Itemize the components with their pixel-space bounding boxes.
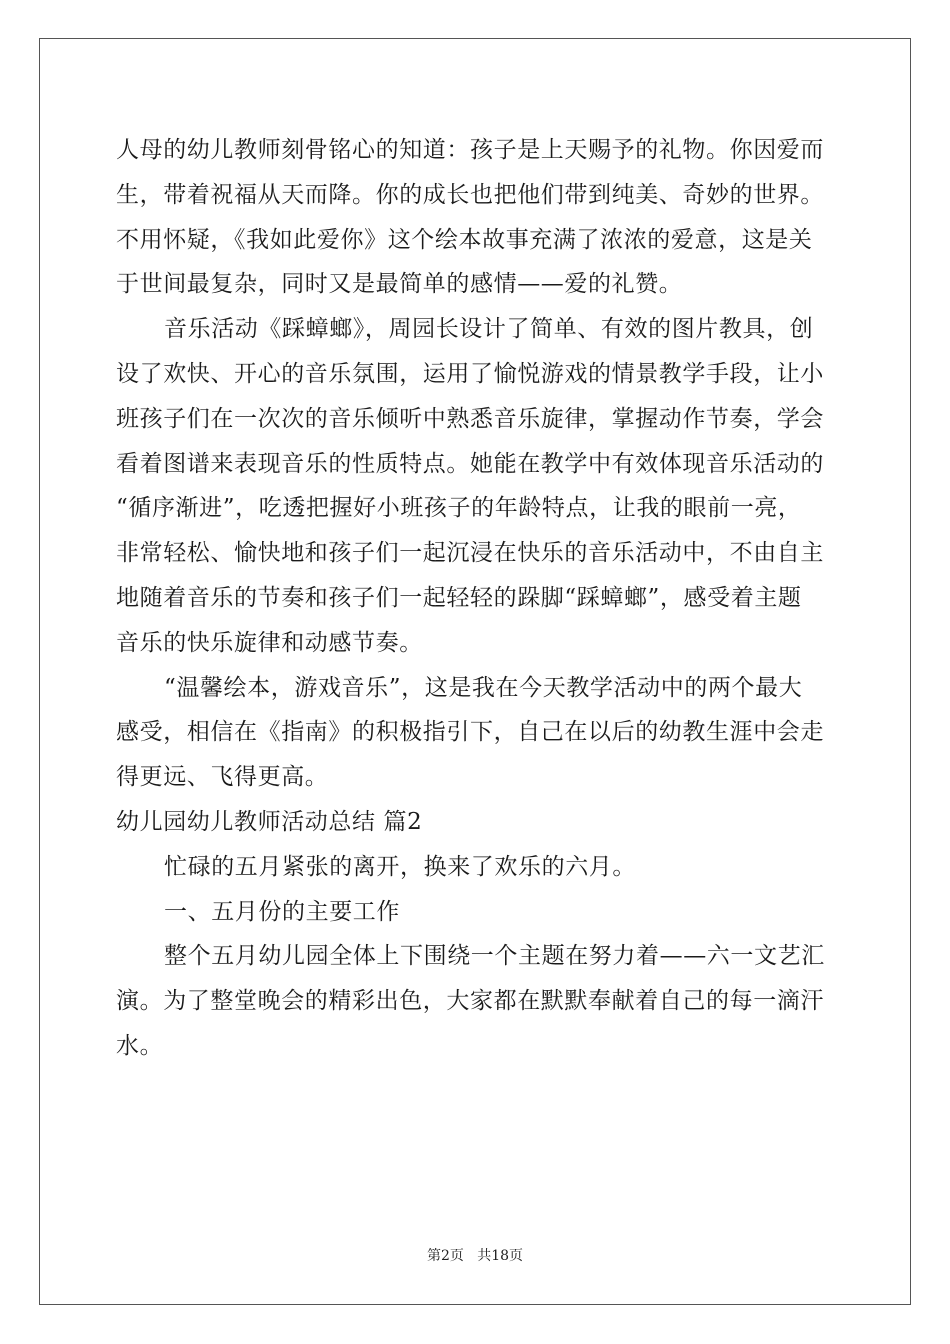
- section-heading: 幼儿园幼儿教师活动总结 篇2: [116, 808, 423, 835]
- text-line: 生，带着祝福从天而降。你的成长也把他们带到纯美、奇妙的世界。: [116, 181, 824, 208]
- text-line: 得更远、飞得更高。: [116, 764, 329, 791]
- document-body: [116, 128, 836, 1069]
- text-line: 音乐的快乐旋律和动感节奏。: [116, 629, 423, 656]
- text-line: 看着图谱来表现音乐的性质特点。她能在教学中有效体现音乐活动的: [116, 450, 824, 477]
- text-line: “循序渐进”，吃透把握好小班孩子的年龄特点，让我的眼前一亮，: [116, 495, 802, 522]
- text-line: 设了欢快、开心的音乐氛围，运用了愉悦游戏的情景教学手段，让小: [116, 360, 824, 387]
- page-number-footer: 第2页 共18页: [426, 1248, 524, 1264]
- text-line: 感受，相信在《指南》的积极指引下，自己在以后的幼教生涯中会走: [116, 719, 824, 746]
- text-line: 班孩子们在一次次的音乐倾听中熟悉音乐旋律，掌握动作节奏，学会: [116, 405, 824, 432]
- text-line: 演。为了整堂晚会的精彩出色，大家都在默默奉献着自己的每一滴汗: [116, 988, 824, 1015]
- text-line: 地随着音乐的节奏和孩子们一起轻轻的跺脚“踩蟑螂”，感受着主题: [116, 584, 802, 611]
- text-line: 水。: [116, 1032, 164, 1059]
- text-line: 非常轻松、愉快地和孩子们一起沉浸在快乐的音乐活动中，不由自主: [116, 540, 824, 567]
- text-line: 人母的幼儿教师刻骨铭心的知道：孩子是上天赐予的礼物。你因爱而: [116, 137, 824, 163]
- paragraph-start-line: 音乐活动《踩蟑螂》，周园长设计了简单、有效的图片教具，创: [164, 316, 814, 343]
- text-line: 不用怀疑，《我如此爱你》这个绘本故事充满了浓浓的爱意，这是关: [116, 226, 813, 253]
- text-line: 于世间最复杂，同时又是最简单的感情——爱的礼赞。: [116, 271, 683, 298]
- paragraph-start-line: 忙碌的五月紧张的离开，换来了欢乐的六月。: [164, 853, 636, 880]
- paragraph-start-line: “温馨绘本，游戏音乐”，这是我在今天教学活动中的两个最大: [164, 674, 803, 701]
- paragraph-start-line: 整个五月幼儿园全体上下围绕一个主题在努力着——六一文艺汇: [164, 943, 825, 970]
- subsection-heading: 一、五月份的主要工作: [164, 898, 400, 925]
